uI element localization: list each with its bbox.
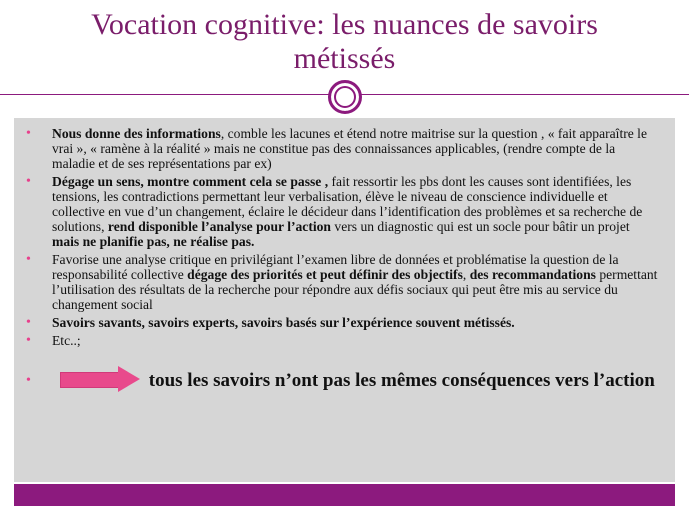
slide-title-line-1: Vocation cognitive: les nuances de savoirs bbox=[91, 8, 598, 41]
bullet-3-text-3: permettant l’utilisation des résultats de la recherche pour répondre aux défis sociaux qui peut être mis au service du changement social bbox=[52, 267, 658, 312]
top-band bbox=[0, 0, 689, 8]
bullet-4-bold: Savoirs savants, savoirs experts, savoirs basés sur l’expérience souvent métissés. bbox=[52, 315, 515, 330]
bullet-list bbox=[38, 126, 658, 351]
bullet-3-text-1: Favorise une analyse critique en privilégiant l’examen libre de données et problématise la question de la responsabilité collective bbox=[52, 252, 619, 282]
slide-title bbox=[30, 8, 659, 76]
bullet-2-text-1: fait ressortir les pbs dont les causes sont identifiées, les tensions, les contradictions permettant leur verbalisation, élève le niveau de conscience individuelle et collective en vue d’un changement, éclaire le décideur dans l’identification des problèmes et sa recherche de solutions, bbox=[52, 174, 643, 234]
bullet-item-informations bbox=[38, 126, 658, 171]
bottom-band bbox=[14, 484, 675, 506]
bullet-dot-icon: • bbox=[26, 373, 31, 388]
slide-title-line-2: métissés bbox=[293, 42, 396, 75]
bullet-item-etc bbox=[38, 333, 658, 348]
bullet-item-sens bbox=[38, 174, 658, 249]
final-statement bbox=[26, 366, 658, 392]
bullet-3-bold-2: des recommandations bbox=[469, 267, 596, 282]
bullet-1-text: , comble les lacunes et étend notre maitrise sur la question , « fait apparaître le vrai », « ramène à la réalité » mais ne constitue pas des connaissances applicables, (rendre compte de la maladie et de ses représentations par ex) bbox=[52, 126, 647, 171]
ring-ornament-icon bbox=[328, 80, 362, 114]
bullet-item-analyse-critique bbox=[38, 252, 658, 312]
bullet-2-text-2: vers un diagnostic qui est un socle pour bâtir un projet bbox=[331, 219, 630, 234]
bullet-item-savoirs bbox=[38, 315, 658, 330]
bullet-2-bold-3: mais ne planifie pas, ne réalise pas. bbox=[52, 234, 255, 249]
bullet-3-text-2: , bbox=[462, 267, 470, 282]
bullet-5-text: Etc..; bbox=[52, 333, 81, 348]
bullet-1-bold: Nous donne des informations bbox=[52, 126, 221, 141]
bullet-3-bold-1: dégage des priorités et peut définir des objectifs bbox=[187, 267, 463, 282]
bullet-2-bold-2: rend disponible l’analyse pour l’action bbox=[107, 219, 331, 234]
right-arrow-icon bbox=[60, 366, 140, 392]
final-statement-text: tous les savoirs n’ont pas les mêmes conséquences vers l’action bbox=[148, 370, 655, 391]
bullet-2-bold-1: Dégage un sens, montre comment cela se passe , bbox=[52, 174, 329, 189]
